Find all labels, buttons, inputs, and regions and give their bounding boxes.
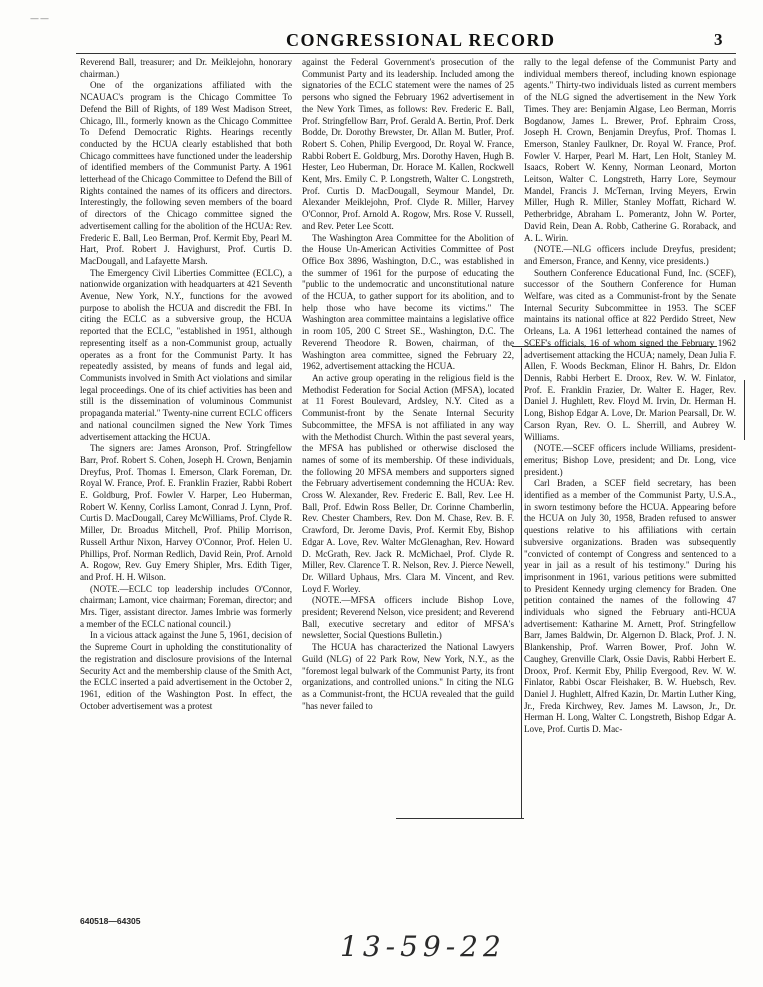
paragraph: An active group operating in the religious field is the Methodist Federation for Social Action (MFSA), located at 11 Forest Boulevard, Ardsley, N.Y. Cited as a Communist-front by the Senate Internal Security Subcommittee, the MFSA is not affiliated in any way with the Methodist Church. Within the past several years, the MFSA has published or otherwise disclosed the names of some of its membership. Of these individuals, the following 20 MFSA members and supporters signed the February advertisement condemning the HCUA: Rev. Cross W. Alexander, Rev. Frederic E. Ball, Rev. Lee H. Ball, Prof. Edwin Ross Beller, Dr. Corinne Chamberlin, Rev. Chester Chambers, Rev. Don M. Chase, Rev. B. F. Crawford, Dr. Jerome Davis, Prof. Kermit Eby, Bishop Edgar A. Love, Rev. Walter McGlenaghan, Rev. Howard D. McGrath, Rev. Jack R. McMichael, Prof. Clyde R. Miller, Rev. Clarence T. R. Nelson, Rev. J. Pierce Newell, Dr. Willard Uphaus, Mrs. Clara M. Vincent, and Rev. Loyd F. Worley. bbox=[302, 372, 514, 594]
paragraph: (NOTE.—ECLC top leadership includes O'Connor, chairman; Lamont, vice chairman; Foreman, director; and Mrs. Tiger, assistant director. James Imbrie was formerly a member of the ECLC national council.) bbox=[80, 583, 292, 629]
pen-bracket-mark bbox=[512, 346, 717, 347]
paragraph: The Emergency Civil Liberties Committee (ECLC), a nationwide organization with headquarters at 421 Seventh Avenue, New York, N.Y., functions for the avowed purpose to abolish the HCUA and discredit the FBI. In citing the ECLC as a subversive group, the HCUA reported that the ECLC, "established in 1951, although representing itself as a non-Communist group, actually operates as a front for the Communist Party. It has repeatedly assisted, by means of funds and legal aid, Communists involved in Smith Act violations and similar legal proceedings. One of its chief activities has been and still is the dissemination of voluminous Communist propaganda material." Twenty-nine current ECLC officers and national councilmen signed the New York Times advertisement attacking the HCUA. bbox=[80, 267, 292, 442]
text-column-3 bbox=[524, 57, 736, 877]
paragraph: (NOTE.—MFSA officers include Bishop Love, president; Reverend Nelson, vice president; and Reverend Ball, executive secretary and editor of MFSA's newsletter, Social Questions Bulletin.) bbox=[302, 595, 514, 641]
page-title: CONGRESSIONAL RECORD bbox=[286, 30, 556, 50]
header-rule bbox=[76, 53, 736, 54]
paragraph: The HCUA has characterized the National Lawyers Guild (NLG) of 22 Park Row, New York, N.Y., as the "foremost legal bulwark of the Communist Party, its front organizations, and controlled unions." In citing the NLG as a Communist-front, the HCUA revealed that the guild "has never failed to bbox=[302, 642, 514, 711]
paragraph: The Washington Area Committee for the Abolition of the House Un-American Activities Committee of Post Office Box 3896, Washington, D.C., was established in the summer of 1961 for the purpose of educating the "public to the undemocratic and unconstitutional nature of the HCUA, to gather support for its abolition, and to help those who have become its victims." The Washington area committee maintains a legislative office in room 105, 200 C Street SE., Washington, D.C. The Reverend Theodore R. Bowen, chairman, of the Washington area committee, signed the February 22, 1962, advertisement attacking the HCUA. bbox=[302, 232, 514, 372]
text-column-2 bbox=[302, 57, 514, 877]
paragraph: The signers are: James Aronson, Prof. Stringfellow Barr, Prof. Robert S. Cohen, Joseph H. Crown, Benjamin Dreyfus, Prof. Thomas I. Emerson, Clark Foreman, Dr. Royal W. France, Prof. E. Franklin Frazier, Rabbi Robert E. Goldburg, Prof. Fowler V. Harper, Leo Huberman, Robert W. Kenny, Corliss Lamont, Conrad J. Lynn, Prof. Curtis D. MacDougall, Carey McWilliams, Prof. Clyde R. Miller, Dr. Broadus Mitchell, Prof. Philip Morrison, Russell Arthur Nixon, Harvey O'Connor, Prof. Helen U. Phillips, Prof. Norman Redlich, David Rein, Prof. Arnold A. Rogow, Rev. Guy Emery Shipler, Mrs. Edith Tiger, and Prof. H. H. Wilson. bbox=[80, 443, 292, 582]
paragraph: One of the organizations affiliated with the NCAUAC's program is the Chicago Committee To Defend the Bill of Rights, of 189 West Madison Street, Chicago, Ill., formerly known as the Chicago Committee To Defend Democratic Rights. Hearings recently conducted by the HCUA clearly established that both Chicago committees have functioned under the leadership of identified members of the Communist Party. A 1961 letterhead of the Chicago Committee to Defend the Bill of Rights contained the names of its officers and directors. Interestingly, the following seven members of the board of directors of the Chicago committee signed the advertisement calling for the abolition of the HCUA: Rev. Frederic E. Ball, Leo Berman, Prof. Kermit Eby, Pearl M. Hart, Prof. Robert J. Havighurst, Prof. Curtis D. MacDougall, and Lafayette Marsh. bbox=[80, 80, 292, 266]
paragraph: (NOTE.—SCEF officers include Williams, president-emeritus; Bishop Love, president; and Dr. Long, vice president.) bbox=[524, 443, 736, 477]
paragraph: Southern Conference Educational Fund, Inc. (SCEF), successor of the Southern Conference for Human Welfare, was cited as a Communist-front by the Senate Internal Security Subcommittee in 1953. The SCEF maintains its national office at 822 Perdido Street, New Orleans, La. A 1961 letterhead contained the names of SCEF's officials, 16 of whom signed the February 1962 advertisement attacking the HCUA; namely, Dean Julia F. Allen, F. Woods Beckman, Elinor H. Bahrs, Dr. Eldon Dennis, Rabbi Herbert E. Droox, Rev. W. W. Finlator, Prof. E. Franklin Frazier, Dr. Walter E. Hager, Rev. Daniel J. Hughlett, Rev. Floyd M. Irvin, Dr. Herman H. Long, Bishop Edgar A. Love, Dr. Marion Pearsall, Dr. W. Carson Ryan, Rev. O. L. Sherrill, and Aubrey W. Williams. bbox=[524, 267, 736, 442]
pen-margin-line bbox=[521, 348, 522, 818]
pen-underline-mark bbox=[396, 818, 524, 819]
pen-margin-mark bbox=[744, 380, 745, 440]
handwritten-file-number: 13-59-22 bbox=[340, 930, 506, 963]
print-code: 640518—64305 bbox=[80, 916, 141, 926]
corner-mark: —— bbox=[30, 14, 50, 24]
paragraph: (NOTE.—NLG officers include Dreyfus, president; and Emerson, France, and Kenny, vice presidents.) bbox=[524, 244, 736, 266]
paragraph: Reverend Ball, treasurer; and Dr. Meiklejohn, honorary chairman.) bbox=[80, 57, 292, 79]
paragraph: against the Federal Government's prosecution of the Communist Party and its leadership. Included among the signatories of the ECLC statement were the names of 25 persons who signed the February 1962 advertisement in the New York Times, as follows: Rev. Frederic E. Ball, Prof. Stringfellow Barr, Prof. Gerald A. Bertin, Prof. Derk Bodde, Dr. Dorothy Brewster, Dr. Allan M. Butler, Prof. Robert S. Cohen, Philip Evergood, Dr. Royal W. France, Rabbi Robert E. Goldburg, Mrs. Dorothy Haven, Hugh B. Hester, Leo Huberman, Dr. Horace M. Kallen, Rockwell Kent, Mrs. Emily C. P. Longstreth, Walter C. Longstreth, Prof. Curtis D. MacDougall, Seymour Mandel, Dr. Alexander Meiklejohn, Prof. Clyde R. Miller, Harvey O'Connor, Prof. Arnold A. Rogow, Mrs. Rose V. Russell, and Rev. Peter Lee Scott. bbox=[302, 57, 514, 231]
paragraph: rally to the legal defense of the Communist Party and individual members thereof, including known espionage agents." Thirty-two individuals listed as current members of the NLG signed the advertisement in the New York Times. They are: Benjamin Algase, Leo Berman, Morris Bogdanow, James L. Brewer, Prof. Ephraim Cross, Joseph H. Crown, Benjamin Dreyfus, Prof. Thomas I. Emerson, Stanley Faulkner, Dr. Royal W. France, Prof. Fowler V. Harper, Pearl M. Hart, Len Holt, Stanley M. Isaacs, Robert W. Kenny, Norman Leonard, Morton Leitson, Walter C. Longstreth, Harry Lore, Seymour Mandel, Francis J. McTernan, Irving Meyers, Erwin Miller, Hugh R. Miller, Stanley Moffatt, Richard W. Petherbridge, Abraham L. Pomerantz, John W. Porter, David Rein, Dean A. Robb, Catherine G. Roraback, and A. L. Wirin. bbox=[524, 57, 736, 243]
paragraph: Carl Braden, a SCEF field secretary, has been identified as a member of the Communist Party, U.S.A., in sworn testimony before the HCUA. Appearing before the HCUA on July 30, 1958, Braden refused to answer questions relative to his affiliations with certain subversive organizations. Braden was subsequently "convicted of contempt of Congress and sentenced to a year in jail as a result of his testimony." During his imprisonment in 1961, various petitions were submitted to President Kennedy urging clemency for Braden. One petition contained the names of the following 47 individuals who signed the February anti-HCUA advertisement: Katharine M. Arnett, Prof. Stringfellow Barr, James Baldwin, Dr. Algernon D. Black, Prof. J. N. Blankenship, Prof. Warren Bower, Prof. John W. Caughey, Grenville Clark, Ossie Davis, Rabbi Herbert E. Droox, Prof. Kermit Eby, Philip Evergood, Rev. W. W. Finlator, Rabbi Oscar Fleishaker, B. W. Huebsch, Rev. Daniel J. Hughlett, Alfred Kazin, Dr. Martin Luther King, Jr., Freda Kirchwey, Rev. James M. Lawson, Jr., Dr. Herman H. Long, Walter C. Longstreth, Bishop Edgar A. Love, Prof. Curtis D. Mac- bbox=[524, 478, 736, 735]
page-number: 3 bbox=[714, 30, 723, 49]
paragraph: In a vicious attack against the June 5, 1961, decision of the Supreme Court in upholding the constitutionality of the registration and disclosure provisions of the Internal Security Act and the membership clause of the Smith Act, the ECLC inserted a paid advertisement in the October 2, 1961, edition of the Washington Post. In effect, the October advertisement was a protest bbox=[80, 630, 292, 711]
text-column-1 bbox=[80, 57, 292, 923]
